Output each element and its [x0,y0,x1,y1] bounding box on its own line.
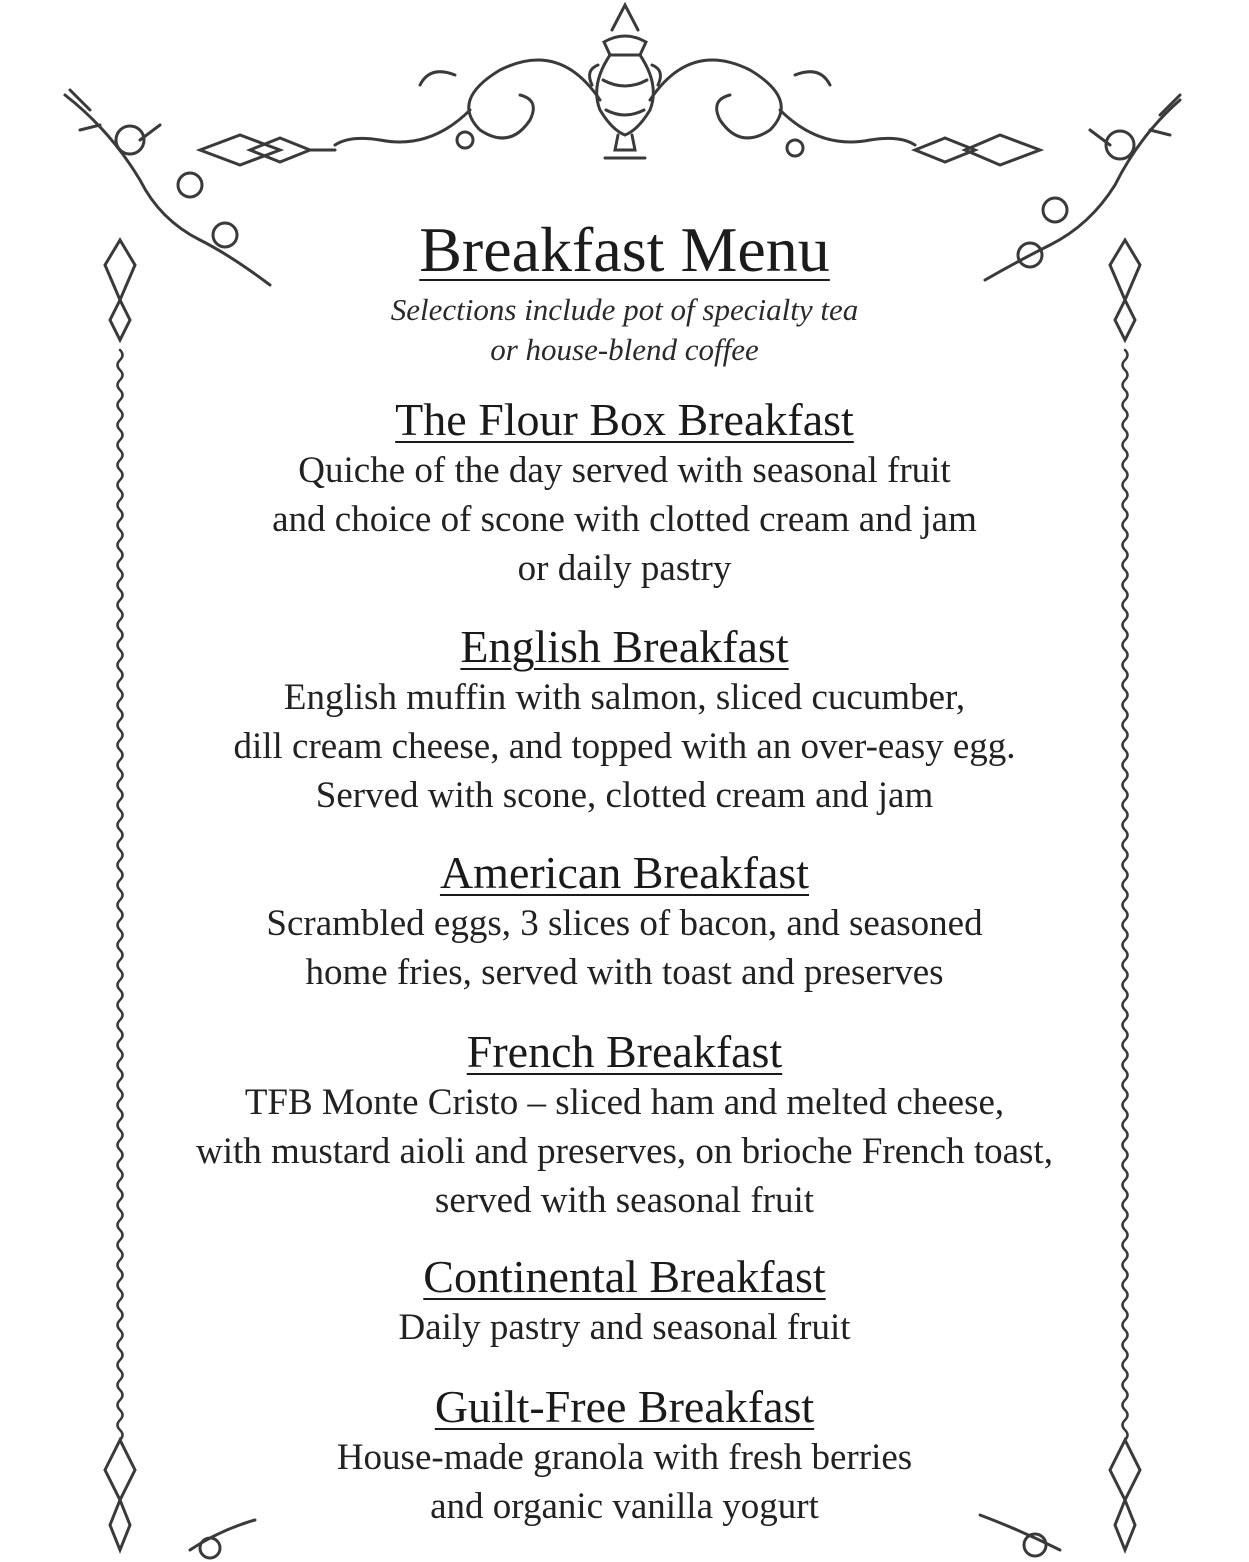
menu-item-description [0,1303,1249,1352]
description-line: with mustard aioli and preserves, on brioche French toast, [196,1131,1053,1172]
description-line: House-made granola with fresh berries [336,1437,913,1478]
menu-item-description [0,1078,1249,1225]
menu-item-english [0,621,1249,820]
description-line: home fries, served with toast and preserves [305,952,944,993]
menu-title: Breakfast Menu [419,214,830,285]
menu-item-name: English Breakfast [460,621,789,672]
menu-item-description [0,1433,1249,1531]
menu-item-guilt-free [0,1381,1249,1531]
description-line: English muffin with salmon, sliced cucumber, [283,677,966,718]
menu-item-continental [0,1251,1249,1352]
menu-item-name: The Flour Box Breakfast [395,394,854,445]
menu-item-name: Guilt-Free Breakfast [434,1381,815,1432]
menu-item-description [0,446,1249,593]
scroll-flourish-icon [335,60,915,156]
menu-item-description [0,899,1249,997]
menu-item-american [0,847,1249,997]
description-line: or daily pastry [517,548,732,589]
description-line: and organic vanilla yogurt [430,1486,819,1527]
menu-item-name: French Breakfast [466,1026,783,1077]
description-line: TFB Monte Cristo – sliced ham and melted cheese, [244,1082,1005,1123]
menu-item-name: American Breakfast [439,847,810,898]
urn-icon [590,5,661,158]
menu-item-name: Continental Breakfast [423,1251,826,1302]
menu-item-french [0,1026,1249,1225]
description-line: Served with scone, clotted cream and jam [315,775,934,816]
subtitle-line: Selections include pot of specialty tea [390,292,859,327]
description-line: served with seasonal fruit [434,1180,815,1221]
menu-item-flour-box [0,394,1249,593]
description-line: Scrambled eggs, 3 slices of bacon, and seasoned [266,903,983,944]
description-line: Quiche of the day served with seasonal fruit [298,450,951,491]
menu-subtitle [0,290,1249,370]
description-line: dill cream cheese, and topped with an over-easy egg. [233,726,1016,767]
description-line: Daily pastry and seasonal fruit [398,1307,851,1348]
subtitle-line: or house-blend coffee [490,332,759,367]
description-line: and choice of scone with clotted cream and jam [272,499,977,540]
menu-item-description [0,673,1249,820]
